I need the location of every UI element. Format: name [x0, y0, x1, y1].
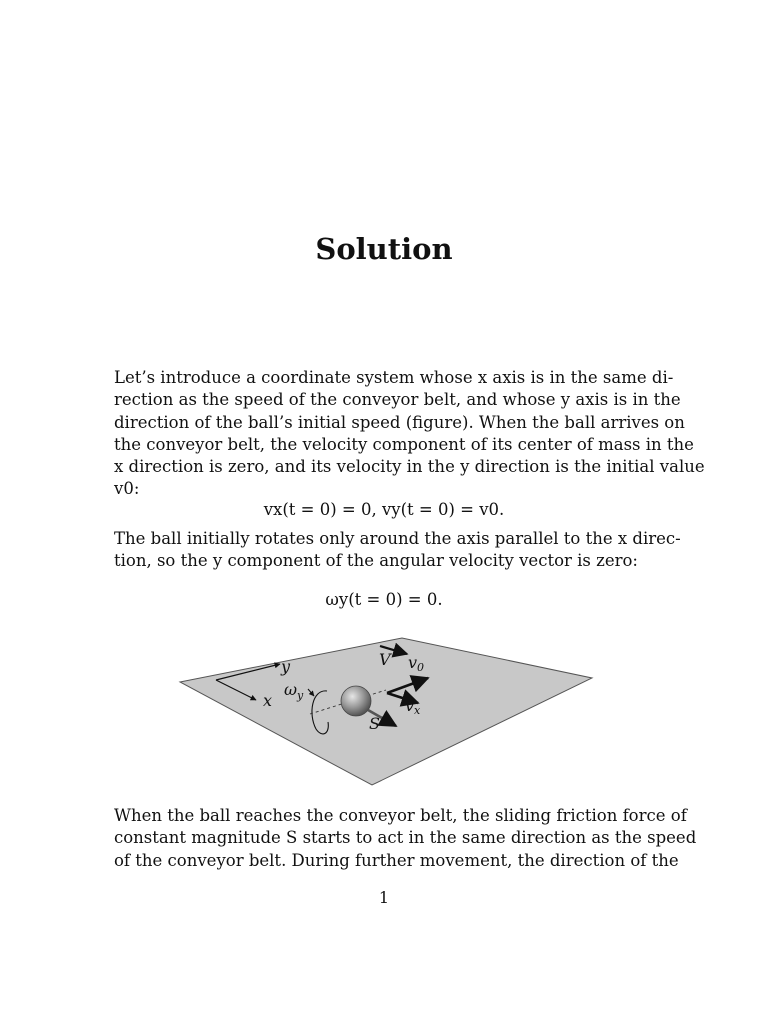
text-line: the conveyor belt, the velocity component of its center of mass in the [114, 434, 694, 454]
friction-paragraph [114, 805, 697, 872]
belt-velocity-label: V [379, 650, 391, 669]
text-line: The ball initially rotates only around the axis parallel to the x direc- [114, 529, 681, 548]
v0-symbol: v [408, 653, 418, 672]
friction-force-label: S [369, 714, 380, 733]
text-line: x direction is zero, and its velocity in the y direction is the initial value [114, 457, 705, 477]
text-line: When the ball reaches the conveyor belt, the sliding friction force of [114, 806, 687, 825]
vx-subscript: x [414, 704, 421, 717]
omega-subscript: y [297, 689, 304, 702]
ball [341, 686, 371, 716]
rotation-paragraph [114, 528, 681, 573]
page-number: 1 [378, 888, 390, 907]
figure-svg [170, 634, 600, 794]
v0-subscript: 0 [417, 661, 425, 674]
x-axis-label: x [263, 691, 273, 710]
text-line: constant magnitude S starts to act in the same direction as the speed [114, 828, 697, 848]
text-line: rection as the speed of the conveyor belt, and whose y axis is in the [114, 390, 681, 410]
initial-velocity-equation: vx(t = 0) = 0, vy(t = 0) = v0. [263, 500, 505, 519]
angular-velocity-equation: ωy(t = 0) = 0. [325, 590, 443, 609]
intro-paragraph [114, 367, 705, 501]
omega-symbol: ω [284, 680, 298, 699]
text-line: v0: [114, 479, 140, 499]
vx-symbol: v [405, 696, 415, 715]
page-title: Solution [315, 232, 453, 266]
text-line: tion, so the y component of the angular velocity vector is zero: [114, 551, 638, 571]
y-axis-label: y [281, 657, 291, 676]
text-line: direction of the ball’s initial speed (figure). When the ball arrives on [114, 412, 685, 432]
conveyor-belt-figure [170, 634, 600, 794]
text-line: of the conveyor belt. During further movement, the direction of the [114, 850, 679, 870]
text-line: Let’s introduce a coordinate system whose x axis is in the same di- [114, 368, 674, 387]
